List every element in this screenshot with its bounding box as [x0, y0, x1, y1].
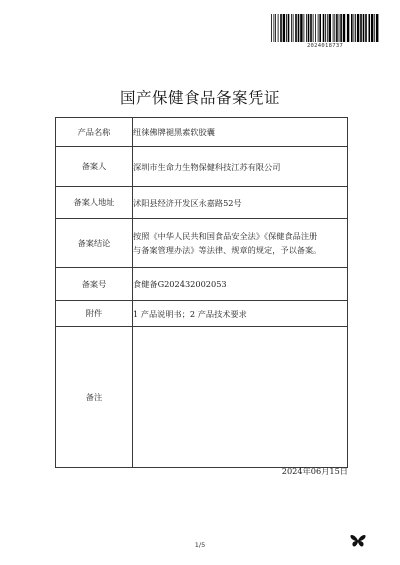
barcode-bar — [325, 14, 326, 42]
label-remarks: 备注 — [56, 327, 133, 468]
barcode-bar — [280, 14, 282, 42]
barcode-bar — [369, 14, 371, 42]
barcode-bar — [323, 14, 325, 42]
barcode-bar — [300, 14, 302, 42]
value-product-name: 纽徕佛牌褪黑素软胶囊 — [133, 118, 348, 147]
conclusion-line-2: 与备案管理办法》等法律、规章的规定，予以备案。 — [133, 245, 322, 255]
value-attachments: 1 产品说明书；2 产品技术要求 — [133, 301, 348, 327]
butterfly-icon — [350, 534, 366, 548]
row-registrant-address — [56, 187, 348, 219]
barcode-bar — [354, 14, 355, 42]
label-registrant: 备案人 — [56, 147, 133, 187]
page-number: 1/5 — [194, 541, 206, 549]
barcode-bars — [270, 14, 380, 42]
value-registrant-address: 沭阳县经济开发区永嘉路52号 — [133, 187, 348, 219]
label-registrant-address: 备案人地址 — [56, 187, 133, 219]
barcode-bar — [293, 14, 294, 42]
barcode-bar — [318, 14, 319, 42]
barcode-bar — [286, 14, 287, 42]
barcode-bar — [310, 14, 312, 42]
barcode-bar — [357, 14, 359, 42]
barcode-bar — [327, 14, 328, 42]
label-conclusion: 备案结论 — [56, 219, 133, 268]
barcode-bar — [275, 14, 276, 42]
row-registrant — [56, 147, 348, 187]
barcode-number: 2024018737 — [306, 43, 344, 49]
issue-date: 2024年06月15日 — [281, 466, 348, 476]
barcode-bar — [363, 14, 365, 42]
barcode-bar — [351, 14, 353, 42]
barcode-bar — [347, 14, 349, 42]
barcode-bar — [271, 14, 272, 42]
barcode-bar — [355, 14, 356, 42]
value-remarks — [133, 327, 348, 468]
barcode-bar — [376, 14, 378, 42]
value-registrant: 深圳市生命力生物保健科技江苏有限公司 — [133, 147, 348, 187]
barcode-bar — [308, 14, 310, 42]
barcode-bar — [298, 14, 300, 42]
label-attachments: 附件 — [56, 301, 133, 327]
barcode-bar — [288, 14, 290, 42]
barcode-bar — [371, 14, 373, 42]
barcode-bar — [360, 14, 362, 42]
conclusion-line-1: 按照《中华人民共和国食品安全法》《保健食品注册 — [133, 231, 318, 241]
row-record-number — [56, 268, 348, 301]
barcode-bar — [329, 14, 331, 42]
barcode-bar — [295, 14, 297, 42]
barcode-bar — [374, 14, 375, 42]
barcode-bar — [291, 14, 292, 42]
barcode-bar — [340, 14, 342, 42]
row-attachments — [56, 301, 348, 327]
barcode-bar — [306, 14, 307, 42]
barcode-bar — [304, 14, 305, 42]
barcode-bar — [336, 14, 338, 42]
row-remarks — [56, 327, 348, 468]
barcode-bar — [343, 14, 345, 42]
barcode-bar — [274, 14, 275, 42]
record-table — [55, 117, 348, 468]
barcode-bar — [365, 14, 367, 42]
row-conclusion — [56, 219, 348, 268]
barcode-bar — [319, 14, 321, 42]
barcode-bar — [339, 14, 340, 42]
barcode — [270, 14, 380, 49]
value-record-number: 食健备G202432002053 — [133, 268, 348, 301]
barcode-bar — [333, 14, 334, 42]
barcode-bar — [315, 14, 316, 42]
label-product-name: 产品名称 — [56, 118, 133, 147]
barcode-bar — [283, 14, 285, 42]
barcode-bar — [313, 14, 314, 42]
barcode-bar — [334, 14, 335, 42]
value-conclusion — [133, 219, 348, 268]
row-product-name — [56, 118, 348, 147]
barcode-bar — [278, 14, 279, 42]
label-record-number: 备案号 — [56, 268, 133, 301]
document-title: 国产保健食品备案凭证 — [119, 89, 280, 107]
